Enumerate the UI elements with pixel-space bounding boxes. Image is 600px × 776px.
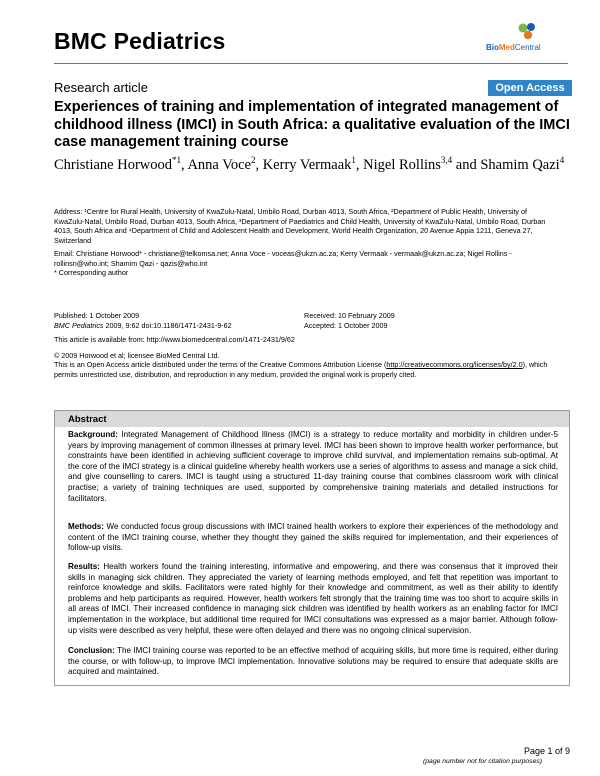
- conclusion-text: The IMCI training course was reported to be an effective method of acquiring skills, but more time is required, either during the course, or with follow-up, to improve IMCI implementation. Innovative solutions may be required to ensure that adequate skills are acquired and maintained.: [68, 646, 558, 677]
- publisher-name-part2: Med: [498, 43, 515, 52]
- abstract-box: [54, 410, 570, 686]
- author-affiliation: 4: [559, 155, 565, 165]
- citation: [54, 321, 314, 331]
- methods-text: We conducted focus group discussions with IMCI trained health workers to explore their experiences of the methodology and content of the IMCI training course, whether they thought they gained the skills required for implementation, and their experiences of follow-up visits.: [68, 522, 558, 553]
- biomed-central-logo-icon: [516, 20, 538, 42]
- author-affiliation: 1: [351, 155, 356, 165]
- author-separator: and: [452, 156, 481, 173]
- affiliation-address: Address: ¹Centre for Rural Health, University of KwaZulu-Natal, Umbilo Road, Durban 4013, South Africa, ²Department of Public Health, University of KwaZulu-Natal, Umbilo Road, Durban 4013, South Africa, ³Department of Paediatrics and Child Health, University of KwaZulu-Natal, Umbilo Road, Durban 4013, South Africa and ⁴Department of Child and Adolescent Health and Development, World Health Organization, 20 Avenue Appia 1211, Geneva 27, Switzerland: [54, 207, 546, 245]
- license-text-end: ), which permits unrestricted use, distribution, and reproduction in any medium, provided the original work is properly cited.: [54, 360, 548, 379]
- open-access-badge[interactable]: Open Access: [488, 80, 572, 96]
- abstract-header: [55, 411, 569, 427]
- availability-link[interactable]: This article is available from: http://www.biomedcentral.com/1471-2431/9/62: [54, 335, 295, 344]
- author-affiliation: *1: [172, 155, 181, 165]
- author-separator: ,: [355, 156, 364, 173]
- accepted-date: Accepted: 1 October 2009: [304, 320, 388, 330]
- publication-info: [54, 311, 314, 330]
- copyright-notice: © 2009 Horwood et al; licensee BioMed Central Ltd.: [54, 351, 220, 360]
- author-name[interactable]: Christiane Horwood: [54, 156, 172, 173]
- author-name[interactable]: Shamim Qazi: [480, 156, 560, 173]
- author-name[interactable]: Anna Voce: [187, 156, 251, 173]
- abstract-methods: [68, 522, 558, 554]
- results-text: Health workers found the training interesting, informative and empowering, and there was consensus that it improved their skills in managing sick children. They appreciated the variety of learning methods employed, and felt that repetition was important to reinforce knowledge and skills. Facilitators were rated highly for their knowledge and commitment, as well as their ability to identify problems and help participants as required. However, health workers felt strongly that the training time was too short to acquire skills in all areas of IMCI. Their increased confidence in managing sick children was identified by health workers as an enabling factor for IMCI implementation in the workplace, but additional time required for IMCI consultations was expressed as a major barrier. Although follow-up visits were described as very helpful, these were often delayed and there was no ongoing clinical supervision.: [68, 562, 558, 635]
- header-divider: [54, 63, 568, 64]
- background-label: Background:: [68, 430, 118, 439]
- author-name[interactable]: Kerry Vermaak: [262, 156, 352, 173]
- abstract-conclusion: [68, 646, 558, 678]
- author-name[interactable]: Nigel Rollins: [363, 156, 441, 173]
- author-separator: ,: [181, 156, 188, 173]
- methods-label: Methods:: [68, 522, 104, 531]
- publisher-name-part1: Bio: [486, 43, 499, 52]
- conclusion-label: Conclusion:: [68, 646, 115, 655]
- author-affiliation: 2: [250, 155, 256, 165]
- received-accepted: [304, 311, 504, 330]
- abstract-results: [68, 562, 558, 636]
- citation-journal: BMC Pediatrics: [54, 320, 104, 330]
- received-date: Received: 10 February 2009: [304, 311, 395, 320]
- author-affiliation: 3,4: [440, 155, 453, 165]
- journal-title: BMC Pediatrics: [54, 28, 226, 54]
- publisher-name-part3: Central: [514, 43, 541, 52]
- published-date: Published: 1 October 2009: [54, 311, 140, 320]
- results-label: Results:: [68, 562, 100, 571]
- license-text-start: This is an Open Access article distributed under the terms of the Creative Commons Attribution License (: [54, 360, 387, 369]
- abstract-background: [68, 430, 558, 504]
- article-title: Experiences of training and implementation of integrated management of childhood illness (IMCI) in South Africa: a qualitative evaluation of the IMCI case management training course: [54, 99, 570, 150]
- author-list: [54, 151, 574, 174]
- author-emails[interactable]: Email: Christiane Horwood* - christiane@telkomsa.net; Anna Voce - voceas@ukzn.ac.za; Kerry Vermaak - vermaak@ukzn.ac.za; Nigel Rollins - rollinsn@who.int; Shamim Qazi - qazis@who.int: [54, 249, 512, 268]
- background-text: Integrated Management of Childhood Illness (IMCI) is a strategy to reduce mortality and morbidity in children under-5 years by improving management of common illnesses at primary level. IMCI has been shown to improve health worker performance, but constraints have been identified in achieving sufficient coverage to improve child survival, and implementation remains sub-optimal. At the core of the IMCI strategy is a clinical guideline whereby health workers use a series of algorithms to assess and manage a sick child, and give counselling to carers. IMCI is taught using a structured 11-day training course that combines classroom work with clinical practise; a variety of training techniques are used, supported by comprehensive training materials and detailed instructions for facilitators.: [68, 430, 558, 503]
- citation-details: 2009, 9:62 doi:10.1186/1471-2431-9-62: [103, 320, 232, 330]
- publisher-logo: [486, 20, 566, 54]
- license-text: [54, 360, 554, 379]
- corresponding-author-note: * Corresponding author: [54, 268, 129, 278]
- page-number-note: (page number not for citation purposes): [423, 758, 543, 765]
- license-link[interactable]: http://creativecommons.org/licenses/by/2.0: [386, 360, 523, 369]
- page-number: Page 1 of 9: [524, 746, 571, 756]
- author-separator: ,: [255, 156, 263, 173]
- publisher-name: [486, 43, 541, 52]
- email-block: [54, 249, 554, 278]
- article-type: Research article: [54, 80, 148, 95]
- abstract-heading: Abstract: [68, 414, 107, 425]
